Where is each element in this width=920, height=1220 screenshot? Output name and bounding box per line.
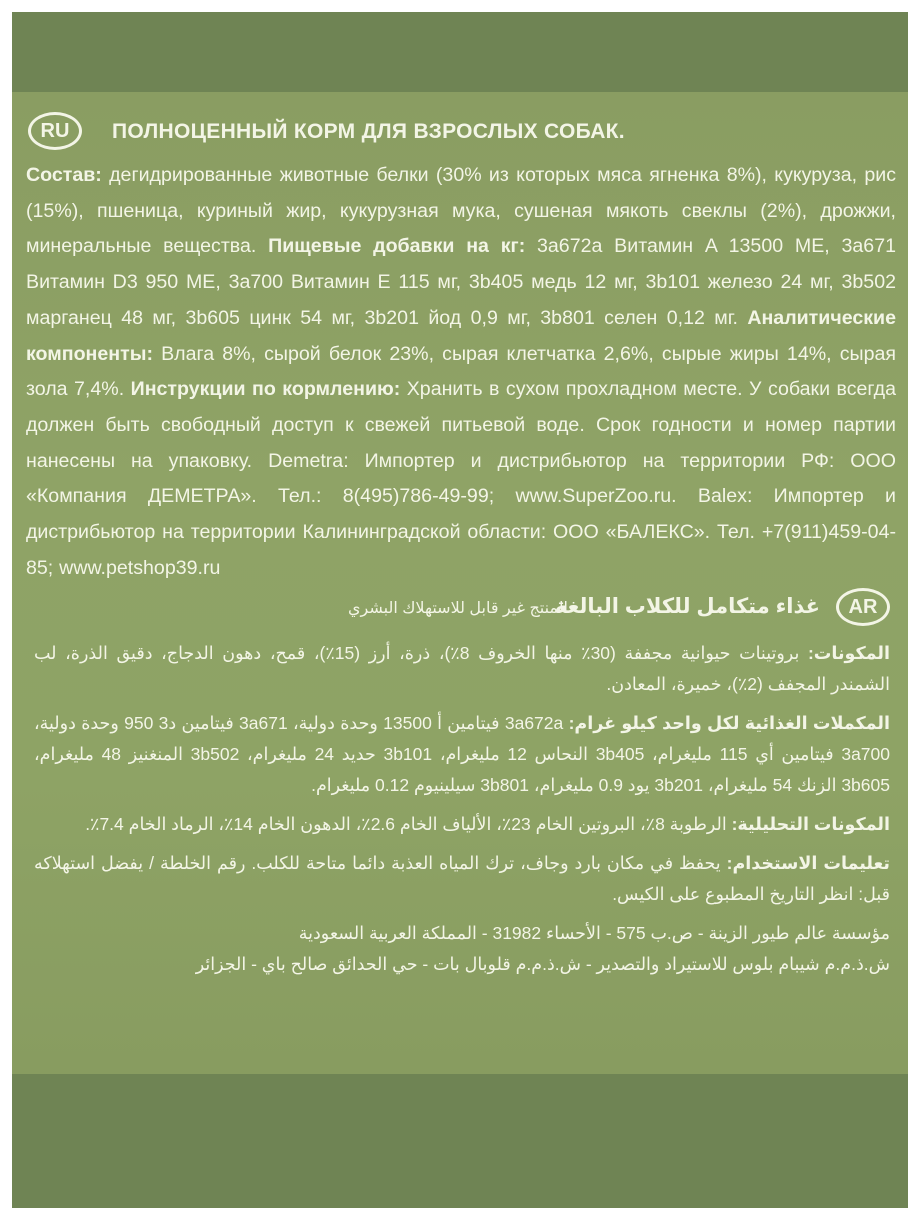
ar-additives: 3a672a فيتامين أ 13500 وحدة دولية، 3a671 فيتامين د3 950 وحدة دولية، 3a700 فيتامين أي 115 مليغرام، 3b405 النحاس 12 مليغرام، 3b101 حديد 24 مليغرام، 3b502 المنغنيز 48 مليغرام، 3b605 الزنك 54 مليغرام، 3b201 يود 0.9 مليغرام، 3b801 سيلينيوم 0.12 مليغرام. (34, 713, 891, 795)
ru-heading: ПОЛНОЦЕННЫЙ КОРМ ДЛЯ ВЗРОСЛЫХ СОБАК. (112, 120, 625, 143)
ar-ingredients-paragraph (34, 638, 890, 700)
ar-additives-paragraph (34, 708, 890, 801)
ar-analytical-label: المكونات التحليلية: (731, 814, 890, 834)
ar-heading: غذاء متكامل للكلاب البالغة (554, 595, 820, 618)
package-photo (12, 12, 908, 1208)
ru-composition-label: Состав: (26, 164, 102, 186)
ar-instructions-label: تعليمات الاستخدام: (726, 853, 890, 873)
ar-additives-label: المكملات الغذائية لكل واحد كيلو غرام: (568, 713, 890, 733)
ar-analytical: الرطوبة 8٪، البروتين الخام 23٪، الألياف الخام 2.6٪، الدهون الخام 14٪، الرماد الخام 7.4٪. (85, 814, 732, 834)
ar-subheading: المنتج غير قابل للاستهلاك البشري (348, 600, 568, 617)
ar-address-algeria: ش.ذ.م.م شيبام بلوس للاستيراد والتصدير - ش.ذ.م.م قلوبال بات - حي الحدائق صالح باي - الجزائر (195, 954, 890, 974)
ar-language-badge: AR (836, 588, 890, 626)
ru-language-badge: RU (28, 112, 82, 150)
ru-instructions-label: Инструкции по кормлению: (130, 378, 401, 401)
ru-additives-label: Пищевые добавки на кг: (268, 235, 526, 258)
ar-ingredients: بروتينات حيوانية مجففة (30٪ منها الخروف 8٪)، ذرة، أرز (15٪)، قمح، دهون الدجاج، دقيق الذرة، لب الشمندر المجفف (2٪)، خميرة، المعادن. (34, 643, 890, 694)
ar-address-saudi: مؤسسة عالم طيور الزينة - ص.ب 575 - الأحساء 31982 - المملكة العربية السعودية (298, 923, 890, 943)
label-panel (12, 92, 908, 1074)
ar-instructions-paragraph (34, 848, 890, 910)
ar-instructions: يحفظ في مكان بارد وجاف، ترك المياه العذبة دائما متاحة للكلب. رقم الخلطة / يفضل استهلاكه قبل: انظر التاريخ المطبوع على الكيس. (34, 853, 890, 904)
ar-analytical-paragraph (34, 809, 890, 840)
ru-additives: 3a672a Витамин A 13500 МЕ, 3a671 Витамин D3 950 МЕ, 3a700 Витамин E 115 мг, 3b405 медь 12 мг, 3b101 железо 24 мг, 3b502 марганец 48 мг, 3b605 цинк 54 мг, 3b201 йод 0,9 мг, 3b801 селен 0,12 мг. (26, 235, 896, 329)
ru-composition: дегидрированные животные белки (30% из которых мяса ягненка 8%), кукуруза, рис (15%), пшеница, куриный жир, кукурузная мука, сушеная мякоть свеклы (2%), дрожжи, минеральные вещества. (26, 164, 896, 258)
ru-body-text (26, 158, 896, 586)
ar-body-text (34, 638, 890, 980)
ar-ingredients-label: المكونات: (807, 643, 890, 663)
ru-analytical-label: Аналитические компоненты: (26, 306, 896, 365)
ru-analytical: Влага 8%, сырой белок 23%, сырая клетчатка 2,6%, сырые жиры 14%, сырая зола 7,4%. (26, 342, 896, 401)
ru-instructions: Хранить в сухом прохладном месте. У собаки всегда должен быть свободный доступ к свежей питьевой воде. Срок годности и номер партии нанесены на упаковку. Demetra: Импортер и дистрибьютор на территории РФ: ООО «Компания ДЕМЕТРА». Тел.: 8(495)786-49-99; www.SuperZoo.ru. Balex: Импортер и дистрибьютор на территории Калининградской области: ООО «БАЛЕКС». Тел. +7(911)459-04-85; www.petshop39.ru (26, 378, 896, 579)
